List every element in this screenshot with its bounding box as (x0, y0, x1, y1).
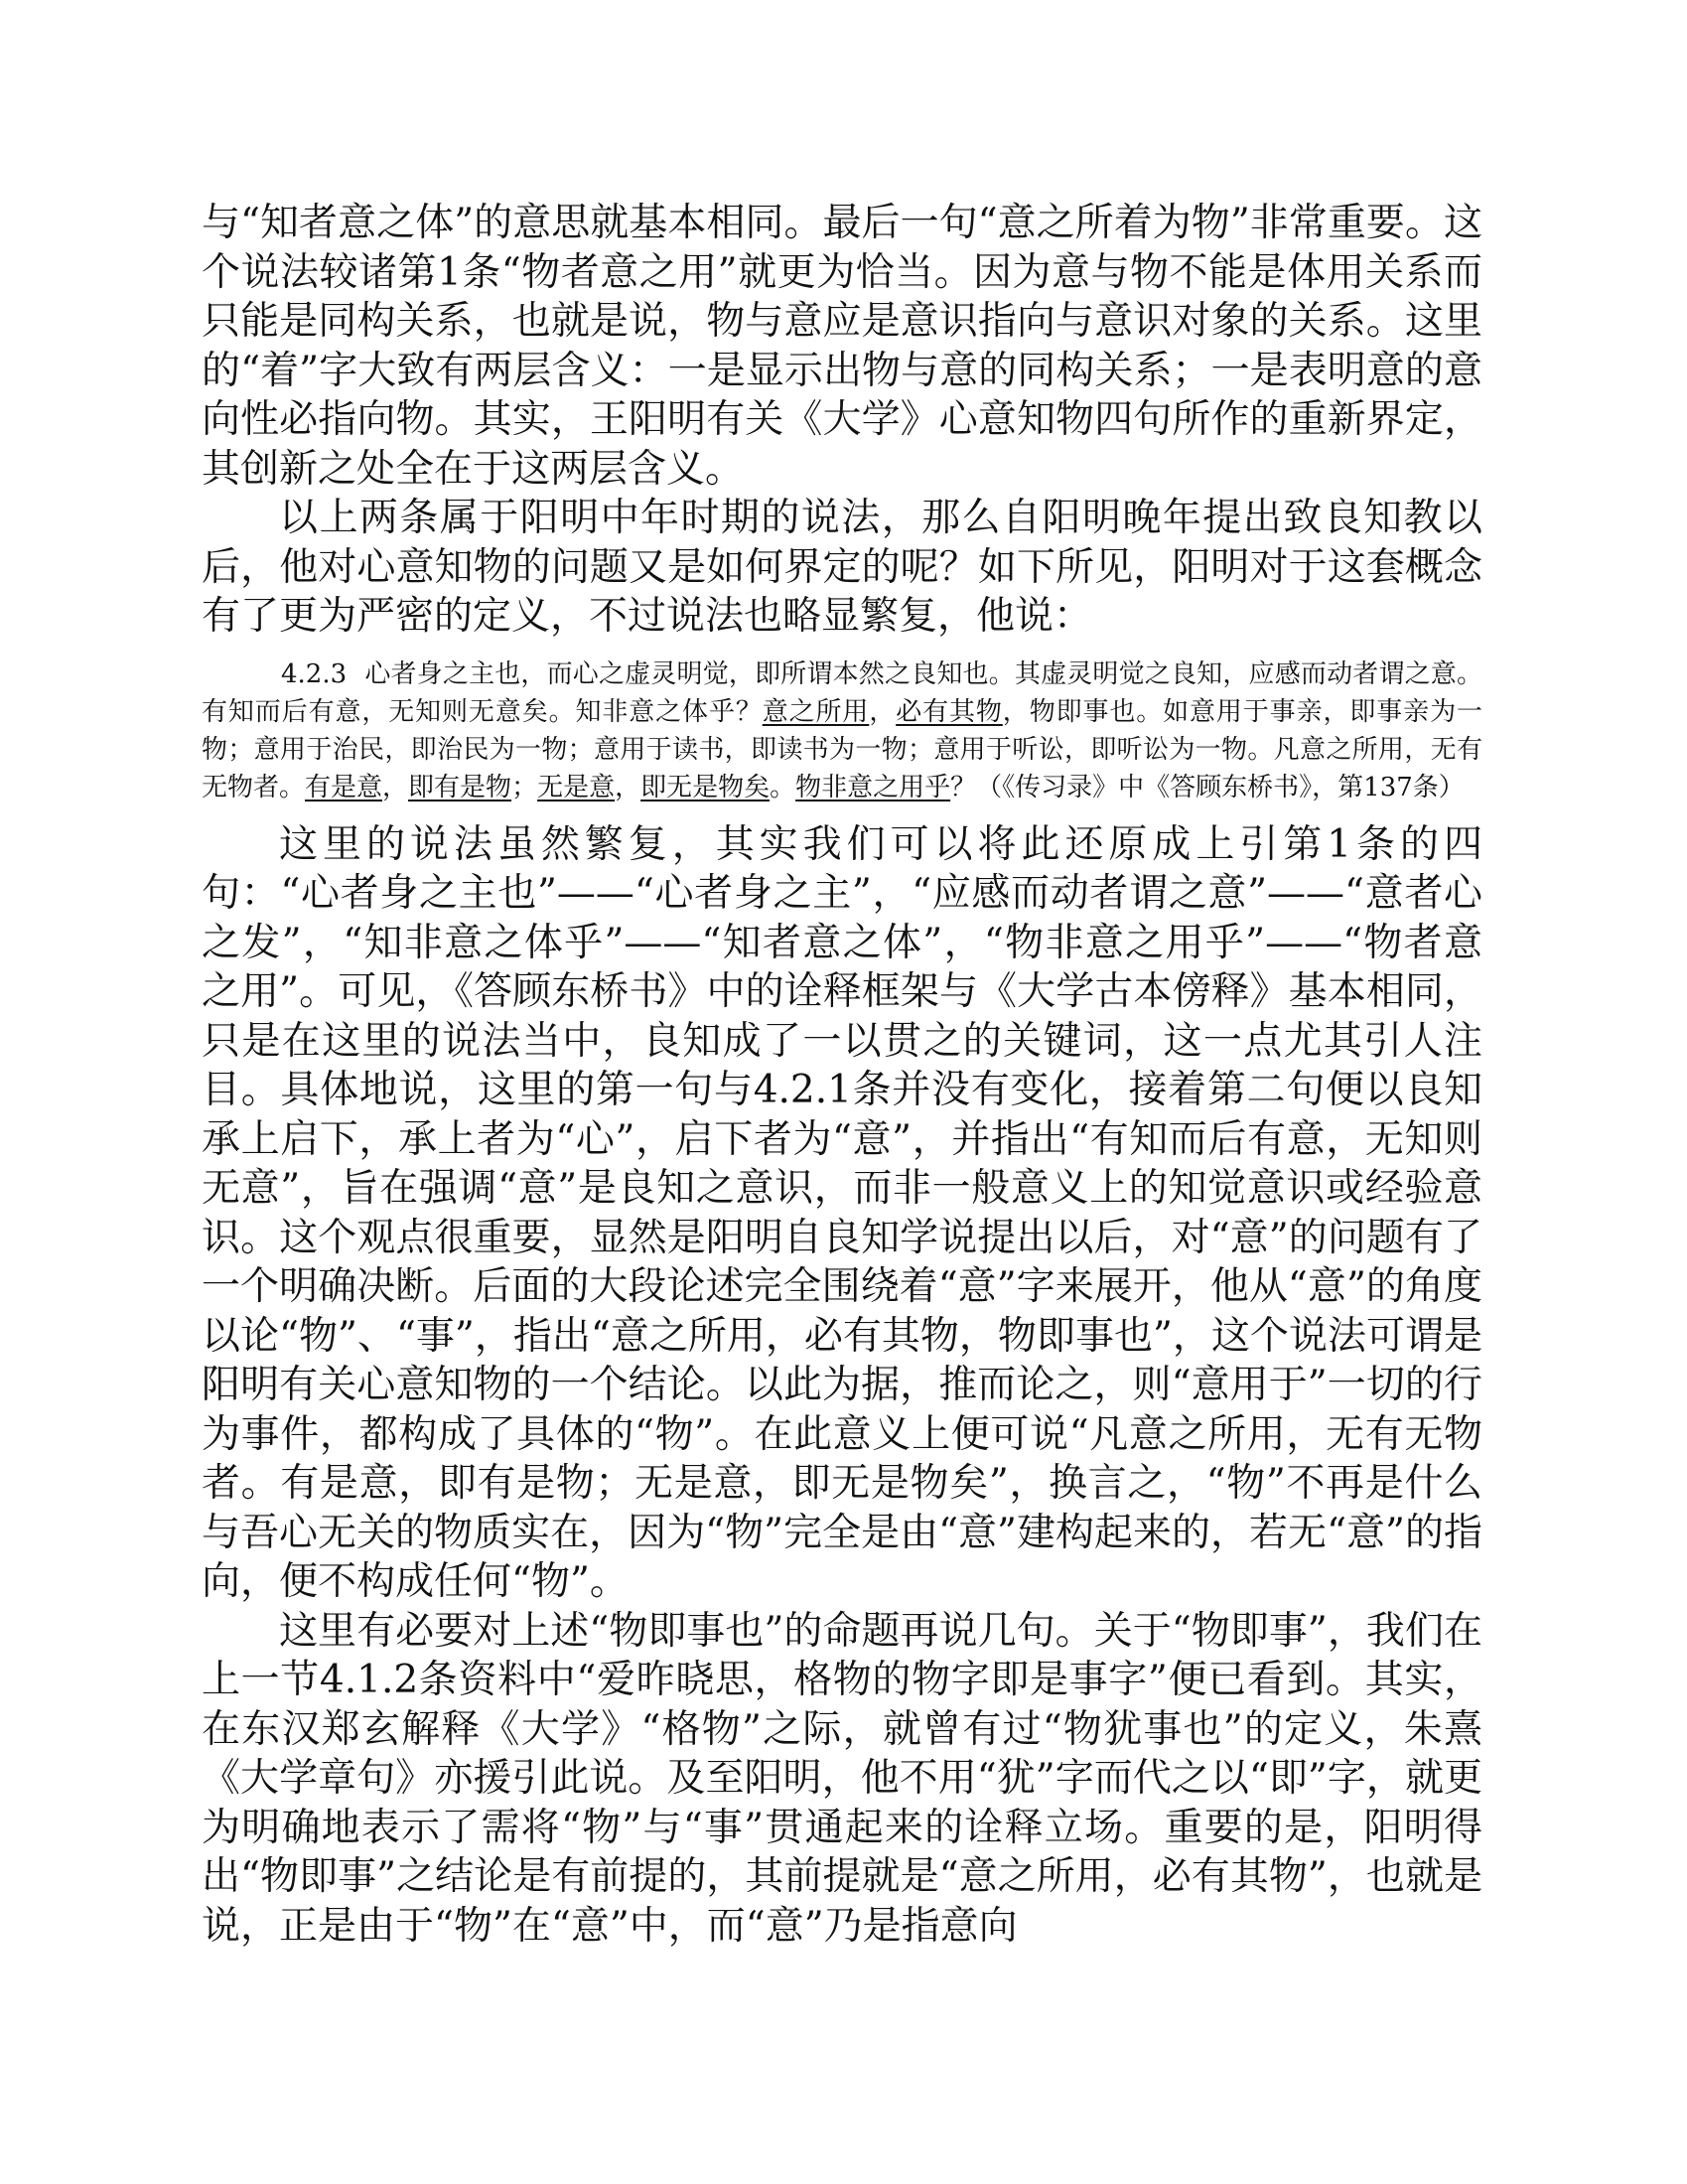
quote-text-7: 。 (770, 772, 796, 802)
quote-text-8: ？（《传习录》中《答顾东桥书》，第137条） (950, 772, 1465, 802)
quote-underline-3: 有是意 (305, 772, 383, 802)
block-quote (202, 655, 1482, 806)
quote-text-5: ； (511, 772, 538, 802)
document-page (202, 199, 1482, 1951)
quote-number: 4.2.3 (281, 658, 348, 689)
quote-text-1: 心者身之主也，而心之虚灵明觉，即所谓本然之良知也。其虚灵明觉之良知，应感而动者谓之意。有知而后有意，无知则无意矣。知非意之体乎？ (202, 658, 1482, 727)
quote-underline-2: 必有其物 (896, 696, 1003, 727)
quote-underline-4: 即有是物 (408, 772, 512, 802)
quote-text-6: ， (615, 772, 641, 802)
quote-text-3: ，物即事也。如意用于事亲，即事亲为一物；意用于治民，即治民为一物；意用于读书，即读书为一物；意用于听讼，即听讼为一物。凡意之所用，无有无物者。 (202, 696, 1482, 802)
paragraph-3: 这里的说法虽然繁复，其实我们可以将此还原成上引第1条的四句：“心者身之主也”——“心者身之主”，“应感而动者谓之意”——“意者心之发”，“知非意之体乎”——“知者意之体”，“物非意之用乎”——“物者意之用”。可见，《答顾东桥书》中的诠释框架与《大学古本傍释》基本相同，只是在这里的说法当中，良知成了一以贯之的关键词，这一点尤其引人注目。具体地说，这里的第一句与4.2.1条并没有变化，接着第二句便以良知承上启下，承上者为“心”，启下者为“意”，并指出“有知而后有意，无知则无意”，旨在强调“意”是良知之意识，而非一般意义上的知觉意识或经验意识。这个观点很重要，显然是阳明自良知学说提出以后，对“意”的问题有了一个明确决断。后面的大段论述完全围绕着“意”字来展开，他从“意”的角度以论“物”、“事”，指出“意之所用，必有其物，物即事也”，这个说法可谓是阳明有关心意知物的一个结论。以此为据，推而论之，则“意用于”一切的行为事件，都构成了具体的“物”。在此意义上便可说“凡意之所用，无有无物者。有是意，即有是物；无是意，即无是物矣”，换言之，“物”不再是什么与吾心无关的物质实在，因为“物”完全是由“意”建构起来的，若无“意”的指向，便不构成任何“物”。 (202, 821, 1482, 1604)
paragraph-1: 与“知者意之体”的意思就基本相同。最后一句“意之所着为物”非常重要。这个说法较诸第1条“物者意之用”就更为恰当。因为意与物不能是体用关系而只能是同构关系，也就是说，物与意应是意识指向与意识对象的关系。这里的“着”字大致有两层含义：一是显示出物与意的同构关系；一是表明意的意向性必指向物。其实，王阳明有关《大学》心意知物四句所作的重新界定，其创新之处全在于这两层含义。 (202, 201, 1482, 492)
quote-underline-6: 即无是物矣 (640, 772, 771, 802)
paragraph-4: 这里有必要对上述“物即事也”的命题再说几句。关于“物即事”，我们在上一节4.1.2条资料中“爱昨晓思，格物的物字即是事字”便已看到。其实，在东汉郑玄解释《大学》“格物”之际，就曾有过“物犹事也”的定义，朱熹《大学章句》亦援引此说。及至阳明，他不用“犹”字而代之以“即”字，就更为明确地表示了需将“物”与“事”贯通起来的诠释立场。重要的是，阳明得出“物即事”之结论是有前提的，其前提就是“意之所用，必有其物”，也就是说，正是由于“物”在“意”中，而“意”乃是指意向 (202, 1608, 1482, 1949)
quote-underline-7: 物非意之用乎 (795, 772, 951, 802)
quote-text-2: ， (869, 696, 897, 727)
quote-underline-5: 无是意 (537, 772, 616, 802)
paragraph-2: 以上两条属于阳明中年时期的说法，那么自阳明晚年提出致良知教以后，他对心意知物的问题又是如何界定的呢？如下所见，阳明对于这套概念有了更为严密的定义，不过说法也略显繁复，他说： (202, 496, 1482, 639)
quote-underline-1: 意之所用 (762, 696, 870, 727)
quote-text-4: ， (382, 772, 409, 802)
